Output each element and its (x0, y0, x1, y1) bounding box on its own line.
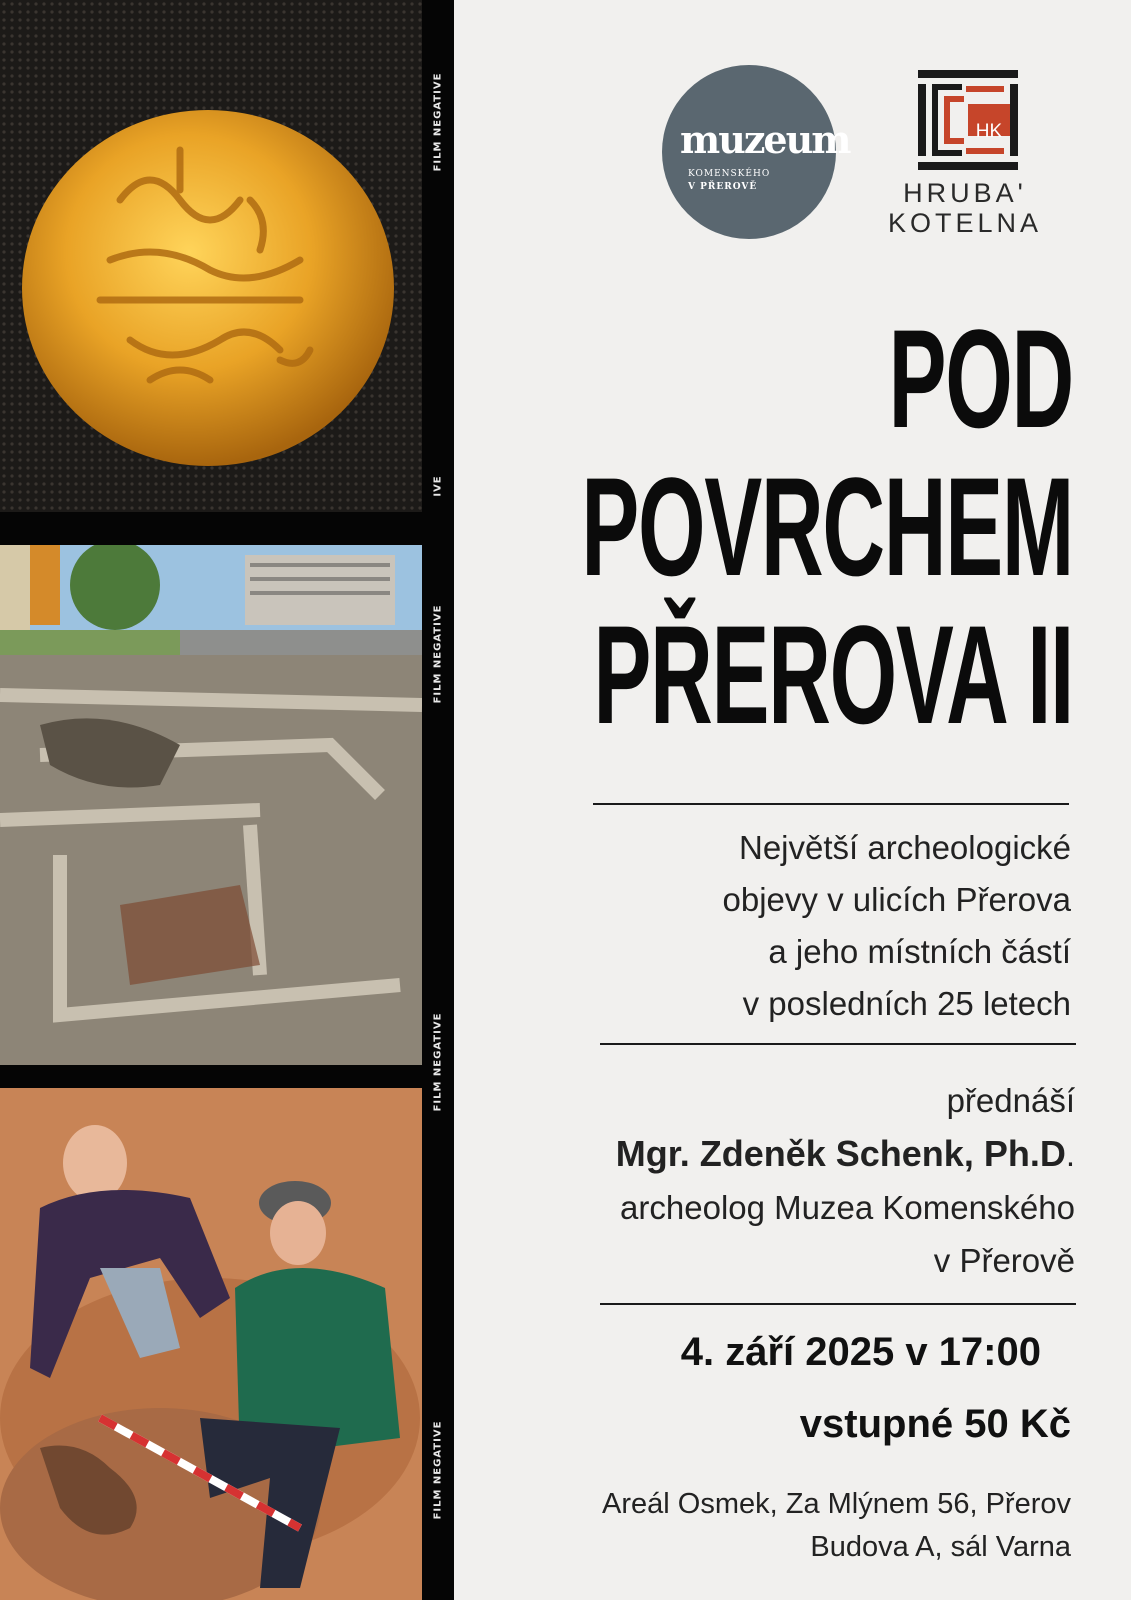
subtitle (723, 822, 1071, 1030)
title-line3: PŘEROVA II (593, 596, 1073, 753)
lecturer-role-line1: archeolog Muzea Komenského (620, 1189, 1075, 1226)
gold-coin-photo (0, 0, 422, 512)
muzeum-logo-line2: V PŘEROVĚ (688, 182, 758, 192)
muzeum-logo-line1: KOMENSKÉHO (688, 169, 771, 179)
venue-line2: Budova A, sál Varna (810, 1531, 1071, 1563)
divider (600, 1043, 1076, 1045)
subtitle-line4: v posledních 25 letech (742, 985, 1071, 1022)
muzeum-komenskeho-logo (662, 65, 850, 239)
lecturer-name: Mgr. Zdeněk Schenk, Ph.D (615, 1133, 1066, 1174)
subtitle-line1: Největší archeologické (739, 829, 1071, 866)
title-line1: POD (888, 300, 1073, 457)
archaeologists-photo (0, 1088, 422, 1600)
divider (593, 803, 1069, 805)
lecturer-intro: přednáší (946, 1082, 1075, 1119)
hk-name-line1: HRUBA' (903, 178, 1027, 208)
poster-title (453, 300, 1073, 753)
title-line2: POVRCHEM (581, 448, 1073, 605)
hk-name (870, 178, 1060, 238)
film-strip: FILM NEGATIVE IVE FILM NEGATIVE FILM NEGATIVE FILM NEGATIVE (0, 0, 454, 1600)
lecturer-info (616, 1074, 1075, 1287)
event-venue (602, 1483, 1071, 1569)
venue-line1: Areál Osmek, Za Mlýnem 56, Přerov (602, 1488, 1071, 1520)
hk-letters: HK (975, 121, 1003, 142)
lecturer-role-line2: v Přerově (933, 1242, 1075, 1279)
event-price: vstupné 50 Kč (799, 1402, 1071, 1446)
muzeum-logo-word: muzeum (680, 117, 850, 162)
divider (600, 1303, 1076, 1305)
excavation-ruins-photo (0, 545, 422, 1065)
lecturer-name-suffix: . (1065, 1136, 1075, 1173)
hruba-kotelna-logo (870, 70, 1060, 240)
event-date: 4. září 2025 v 17:00 (680, 1330, 1041, 1374)
subtitle-line2: objevy v ulicích Přerova (722, 881, 1071, 918)
subtitle-line3: a jeho místních částí (768, 933, 1071, 970)
lecturer-name-line (616, 1127, 1075, 1181)
hk-name-line2: KOTELNA (887, 208, 1043, 238)
